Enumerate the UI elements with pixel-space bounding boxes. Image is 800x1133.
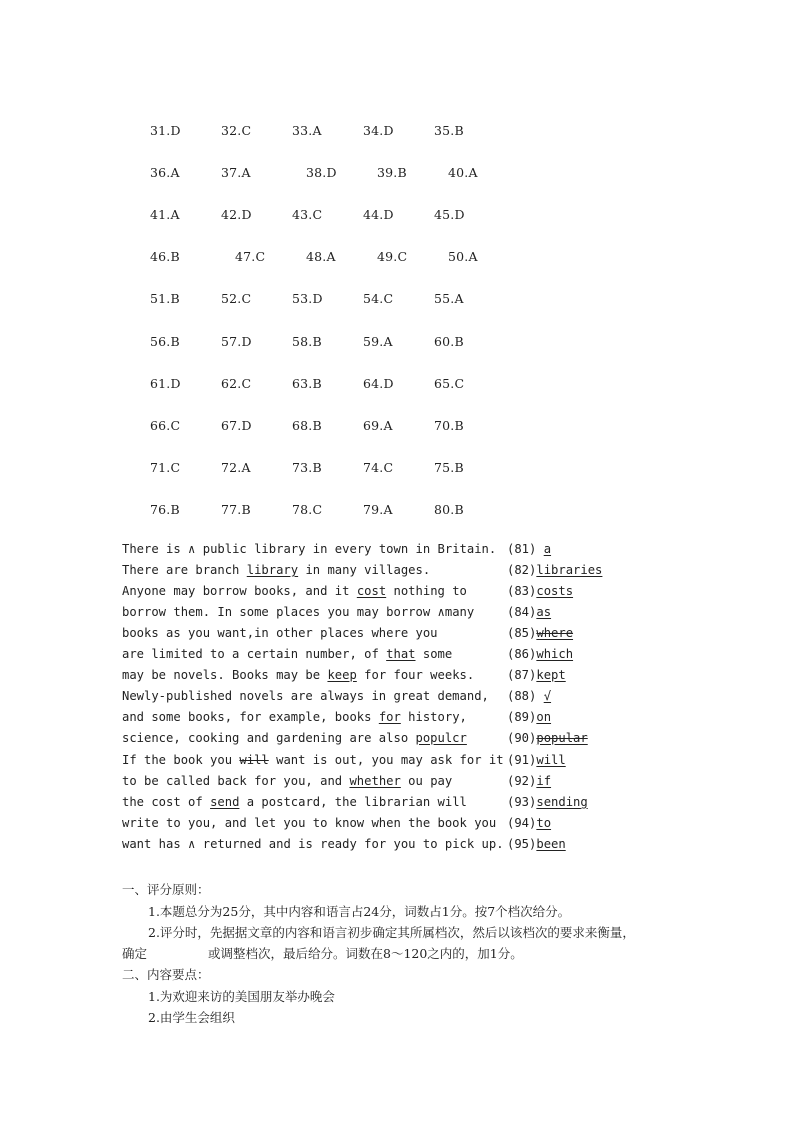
passage-text: a postcard, the librarian will [239, 795, 467, 809]
passage-text: ∧ [188, 837, 196, 851]
passage-line [122, 584, 602, 605]
correction-answer: if [536, 774, 552, 788]
correction-answer: which [536, 647, 574, 661]
answer-item: 49.C [377, 249, 408, 264]
answer-item: 40.A [448, 165, 478, 180]
correction-answer: popular [536, 731, 588, 745]
correction-number: (86) [507, 647, 537, 661]
passage-line [122, 774, 602, 795]
passage-text: some [415, 647, 453, 661]
correction-answer: as [536, 605, 552, 619]
correction-entry [507, 816, 551, 830]
answer-item: 72.A [221, 460, 251, 475]
scoring-rule-1: 1.本题总分为25分，其中内容和语言占24分，词数占1分。按7个档次给分。 [148, 904, 571, 919]
correction-entry [507, 605, 551, 619]
content-point-2: 2.由学生会组织 [148, 1010, 235, 1025]
passage-line [122, 542, 602, 563]
scoring-rule-2-cont-a: 确定 [122, 946, 148, 961]
answer-item: 58.B [292, 334, 322, 349]
answer-item: 48.A [306, 249, 336, 264]
answer-item: 65.C [434, 376, 465, 391]
correction-answer: where [536, 626, 574, 640]
correction-entry [507, 563, 602, 577]
answer-item: 69.A [363, 418, 393, 433]
answer-item: 44.D [363, 207, 394, 222]
passage-text: and some books, for example, books [122, 710, 379, 724]
answer-item: 56.B [150, 334, 180, 349]
passage-text: history, [400, 710, 467, 724]
passage-line [122, 837, 602, 858]
passage-text: ou pay [400, 774, 453, 788]
answer-item: 74.C [363, 460, 394, 475]
passage-line [122, 605, 602, 626]
passage-text: borrow them. In some places you may borrow [122, 605, 438, 619]
answer-item: 77.B [221, 502, 251, 517]
correction-answer: libraries [536, 563, 603, 577]
correction-entry [507, 837, 566, 851]
passage-text: books as you want,in other places where you [122, 626, 438, 640]
passage-text: may be novels. Books may be [122, 668, 328, 682]
passage-line [122, 563, 602, 584]
answer-item: 62.C [221, 376, 252, 391]
answer-item: 31.D [150, 123, 181, 138]
passage-line [122, 710, 602, 731]
passage-text: ∧ [188, 542, 196, 556]
passage-text: returned and is ready for you to pick up. [195, 837, 504, 851]
correction-number: (83) [507, 584, 537, 598]
answer-item: 36.A [150, 165, 180, 180]
answer-item: 53.D [292, 291, 323, 306]
answer-item: 78.C [292, 502, 323, 517]
correction-entry [507, 710, 551, 724]
marked-word: library [246, 563, 299, 577]
answer-item: 42.D [221, 207, 252, 222]
correction-number: (92) [507, 774, 537, 788]
passage-text: to be called back for you, and [122, 774, 350, 788]
passage-text: If the book you [122, 753, 240, 767]
correction-number: (90) [507, 731, 537, 745]
passage-text: nothing to [386, 584, 467, 598]
scoring-rule-2-cont-b: 或调整档次，最后给分。词数在8～120之内的，加1分。 [208, 946, 523, 961]
answer-item: 41.A [150, 207, 180, 222]
answer-item: 46.B [150, 249, 180, 264]
correction-number: (81) [507, 542, 537, 556]
section-heading-scoring: 一、评分原则： [122, 882, 210, 897]
answer-item: 80.B [434, 502, 464, 517]
answer-item: 45.D [434, 207, 465, 222]
answer-item: 50.A [448, 249, 478, 264]
passage-text: the cost of [122, 795, 211, 809]
correction-number: (93) [507, 795, 537, 809]
answer-item: 37.A [221, 165, 251, 180]
passage-text: in many villages. [298, 563, 431, 577]
correction-entry [507, 668, 566, 682]
answer-item: 73.B [292, 460, 322, 475]
answer-item: 67.D [221, 418, 252, 433]
answer-item: 68.B [292, 418, 322, 433]
passage-line [122, 753, 602, 774]
answer-item: 55.A [434, 291, 464, 306]
correction-entry [507, 584, 573, 598]
answer-item: 70.B [434, 418, 464, 433]
answer-item: 57.D [221, 334, 252, 349]
correction-number: (91) [507, 753, 537, 767]
answer-item: 76.B [150, 502, 180, 517]
passage-line [122, 816, 602, 837]
answer-item: 35.B [434, 123, 464, 138]
answer-item: 63.B [292, 376, 322, 391]
marked-word: send [210, 795, 240, 809]
marked-word: will [239, 753, 269, 767]
passage-text: are limited to a certain number, of [122, 647, 387, 661]
correction-answer: a [543, 542, 552, 556]
passage-text: write to you, and let you to know when the book you [122, 816, 497, 830]
passage-line [122, 689, 602, 710]
answer-item: 59.A [363, 334, 393, 349]
correction-entry [507, 689, 551, 703]
correction-answer: √ [543, 689, 552, 703]
answer-item: 38.D [306, 165, 337, 180]
marked-word: keep [327, 668, 357, 682]
passage-line [122, 795, 602, 816]
passage-text: public library in every town in Britain. [195, 542, 497, 556]
passage-text: Anyone may borrow books, and it [122, 584, 357, 598]
correction-number: (94) [507, 816, 537, 830]
answer-item: 66.C [150, 418, 181, 433]
marked-word: populcr [415, 731, 467, 745]
correction-number: (84) [507, 605, 537, 619]
marked-word: that [386, 647, 416, 661]
correction-answer: costs [536, 584, 574, 598]
passage-text: many [444, 605, 475, 619]
correction-number: (87) [507, 668, 537, 682]
correction-entry [507, 626, 573, 640]
answer-item: 34.D [363, 123, 394, 138]
scoring-rule-2: 2.评分时，先据据文章的内容和语言初步确定其所属档次，然后以该档次的要求来衡量， [148, 925, 635, 940]
correction-number: (82) [507, 563, 537, 577]
correction-answer: on [536, 710, 552, 724]
passage-text: There are branch [122, 563, 247, 577]
answer-item: 51.B [150, 291, 180, 306]
answer-item: 60.B [434, 334, 464, 349]
marked-word: for [378, 710, 401, 724]
answer-item: 52.C [221, 291, 252, 306]
passage-text: want is out, you may ask for it [268, 753, 504, 767]
correction-number: (85) [507, 626, 537, 640]
passage-text: for four weeks. [356, 668, 475, 682]
answer-item: 33.A [292, 123, 322, 138]
correction-answer: been [536, 837, 566, 851]
correction-answer: will [536, 753, 566, 767]
correction-entry [507, 542, 551, 556]
marked-word: cost [356, 584, 387, 598]
passage-line [122, 626, 602, 647]
answer-item: 79.A [363, 502, 393, 517]
answer-item: 54.C [363, 291, 394, 306]
section-heading-content: 二、内容要点： [122, 967, 210, 982]
answer-item: 47.C [235, 249, 266, 264]
correction-entry [507, 753, 566, 767]
answer-item: 61.D [150, 376, 181, 391]
passage-text: There is [122, 542, 189, 556]
correction-number: (95) [507, 837, 537, 851]
answer-item: 64.D [363, 376, 394, 391]
content-point-1: 1.为欢迎来访的美国朋友举办晚会 [148, 989, 335, 1004]
passage-line [122, 668, 602, 689]
correction-entry [507, 647, 573, 661]
marked-word: whether [349, 774, 401, 788]
passage-text: science, cooking and gardening are also [122, 731, 416, 745]
passage-text: want has [122, 837, 189, 851]
answer-item: 43.C [292, 207, 323, 222]
correction-number: (89) [507, 710, 537, 724]
passage-text: ∧ [437, 605, 445, 619]
correction-number: (88) [507, 689, 537, 703]
answer-item: 75.B [434, 460, 464, 475]
correction-answer: to [536, 816, 552, 830]
correction-entry [507, 774, 551, 788]
correction-answer: kept [536, 668, 566, 682]
answer-item: 71.C [150, 460, 181, 475]
correction-answer: sending [536, 795, 588, 809]
passage-line [122, 647, 602, 668]
answer-item: 32.C [221, 123, 252, 138]
correction-entry [507, 795, 588, 809]
passage-text: Newly-published novels are always in great demand, [122, 689, 489, 703]
passage-line [122, 731, 602, 752]
answer-item: 39.B [377, 165, 407, 180]
correction-entry [507, 731, 588, 745]
